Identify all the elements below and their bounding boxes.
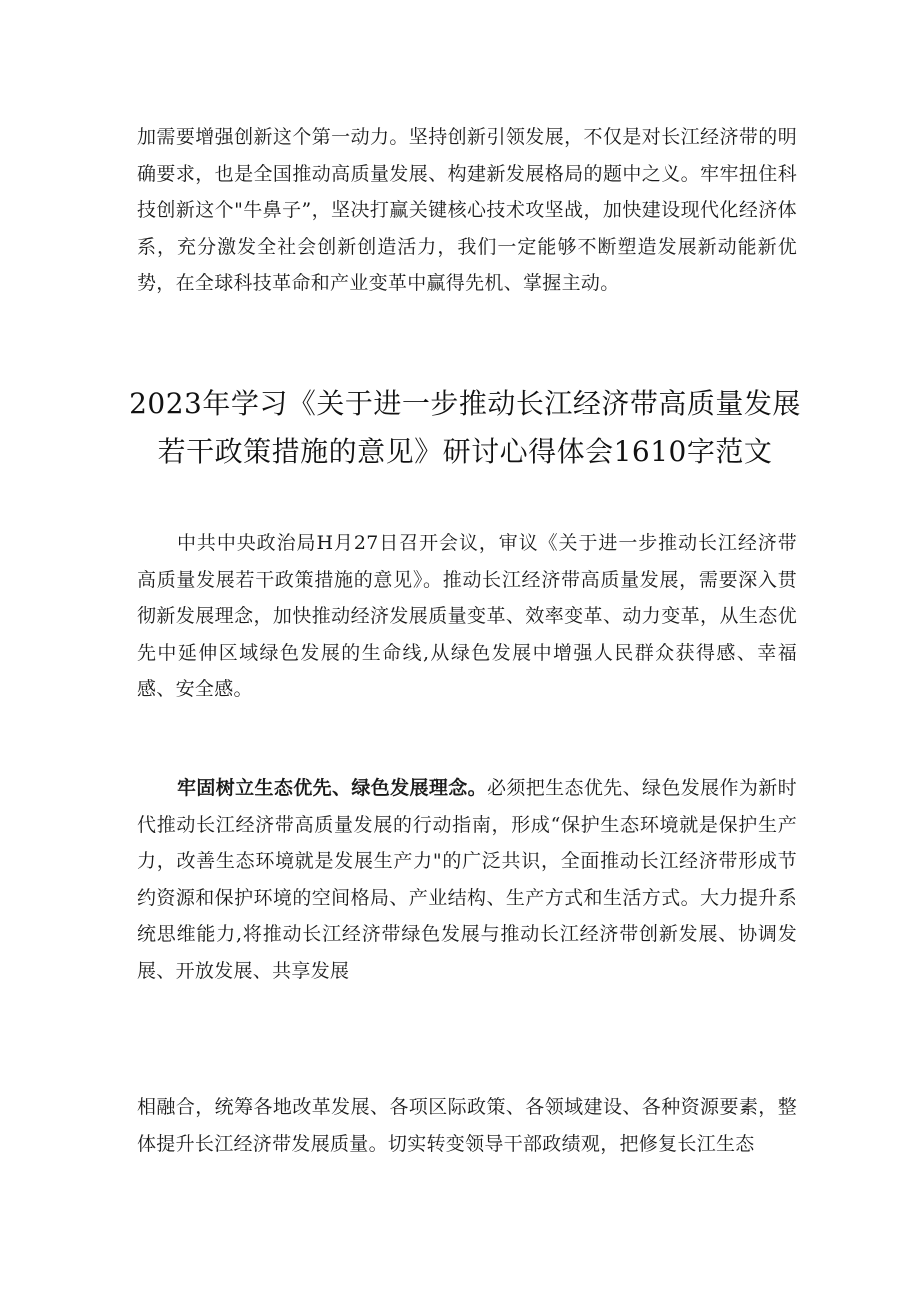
paragraph-eco-body: 必须把生态优先、绿色发展作为新时代推动长江经济带高质量发展的行动指南，形成“保护生态环境就是保护生产力，改善生态环境就是发展生产力"的广泛共识，全面推动长江经济带形成节约资源和保护环境的空间格局、产业结构、生产方式和生活方式。大力提升系统思维能力,将推动长江经济带绿色发展与推动长江经济带创新发展、协调发展、开放发展、共享发展 xyxy=(137,777,797,982)
paragraph-intro: 中共中央政治局H月27日召开会议，审议《关于进一步推动长江经济带高质量发展若干政策措施的意见》。推动长江经济带高质量发展，需要深入贯彻新发展理念，加快推动经济发展质量变革、效率变革、动力变革，从生态优先中延伸区域绿色发展的生命线,从绿色发展中增强人民群众获得感、幸福感、安全感。 xyxy=(137,532,797,700)
paragraph-final: 相融合，统筹各地改革发展、各项区际政策、各领域建设、各种资源要素，整体提升长江经济带发展质量。切实转变领导干部政绩观，把修复长江生态 xyxy=(137,1096,797,1155)
paragraph-continuation: 加需要增强创新这个第一动力。坚持创新引领发展，不仅是对长江经济带的明确要求，也是全国推动高质量发展、构建新发展格局的题中之义。牢牢扭住科技创新这个"牛鼻子”，坚决打赢关键核心技术攻坚战，加快建设现代化经济体系，充分激发全社会创新创造活力，我们一定能够不断塑造发展新动能新优势，在全球科技革命和产业变革中赢得先机、掌握主动。 xyxy=(137,126,797,294)
article-heading: 2023年学习《关于进一步推动长江经济带高质量发展若干政策措施的意见》研讨心得体会1610字范文 xyxy=(129,387,801,468)
paragraph-eco-lead: 牢固树立生态优先、绿色发展理念。 xyxy=(177,777,488,799)
paragraph-eco xyxy=(137,770,797,989)
